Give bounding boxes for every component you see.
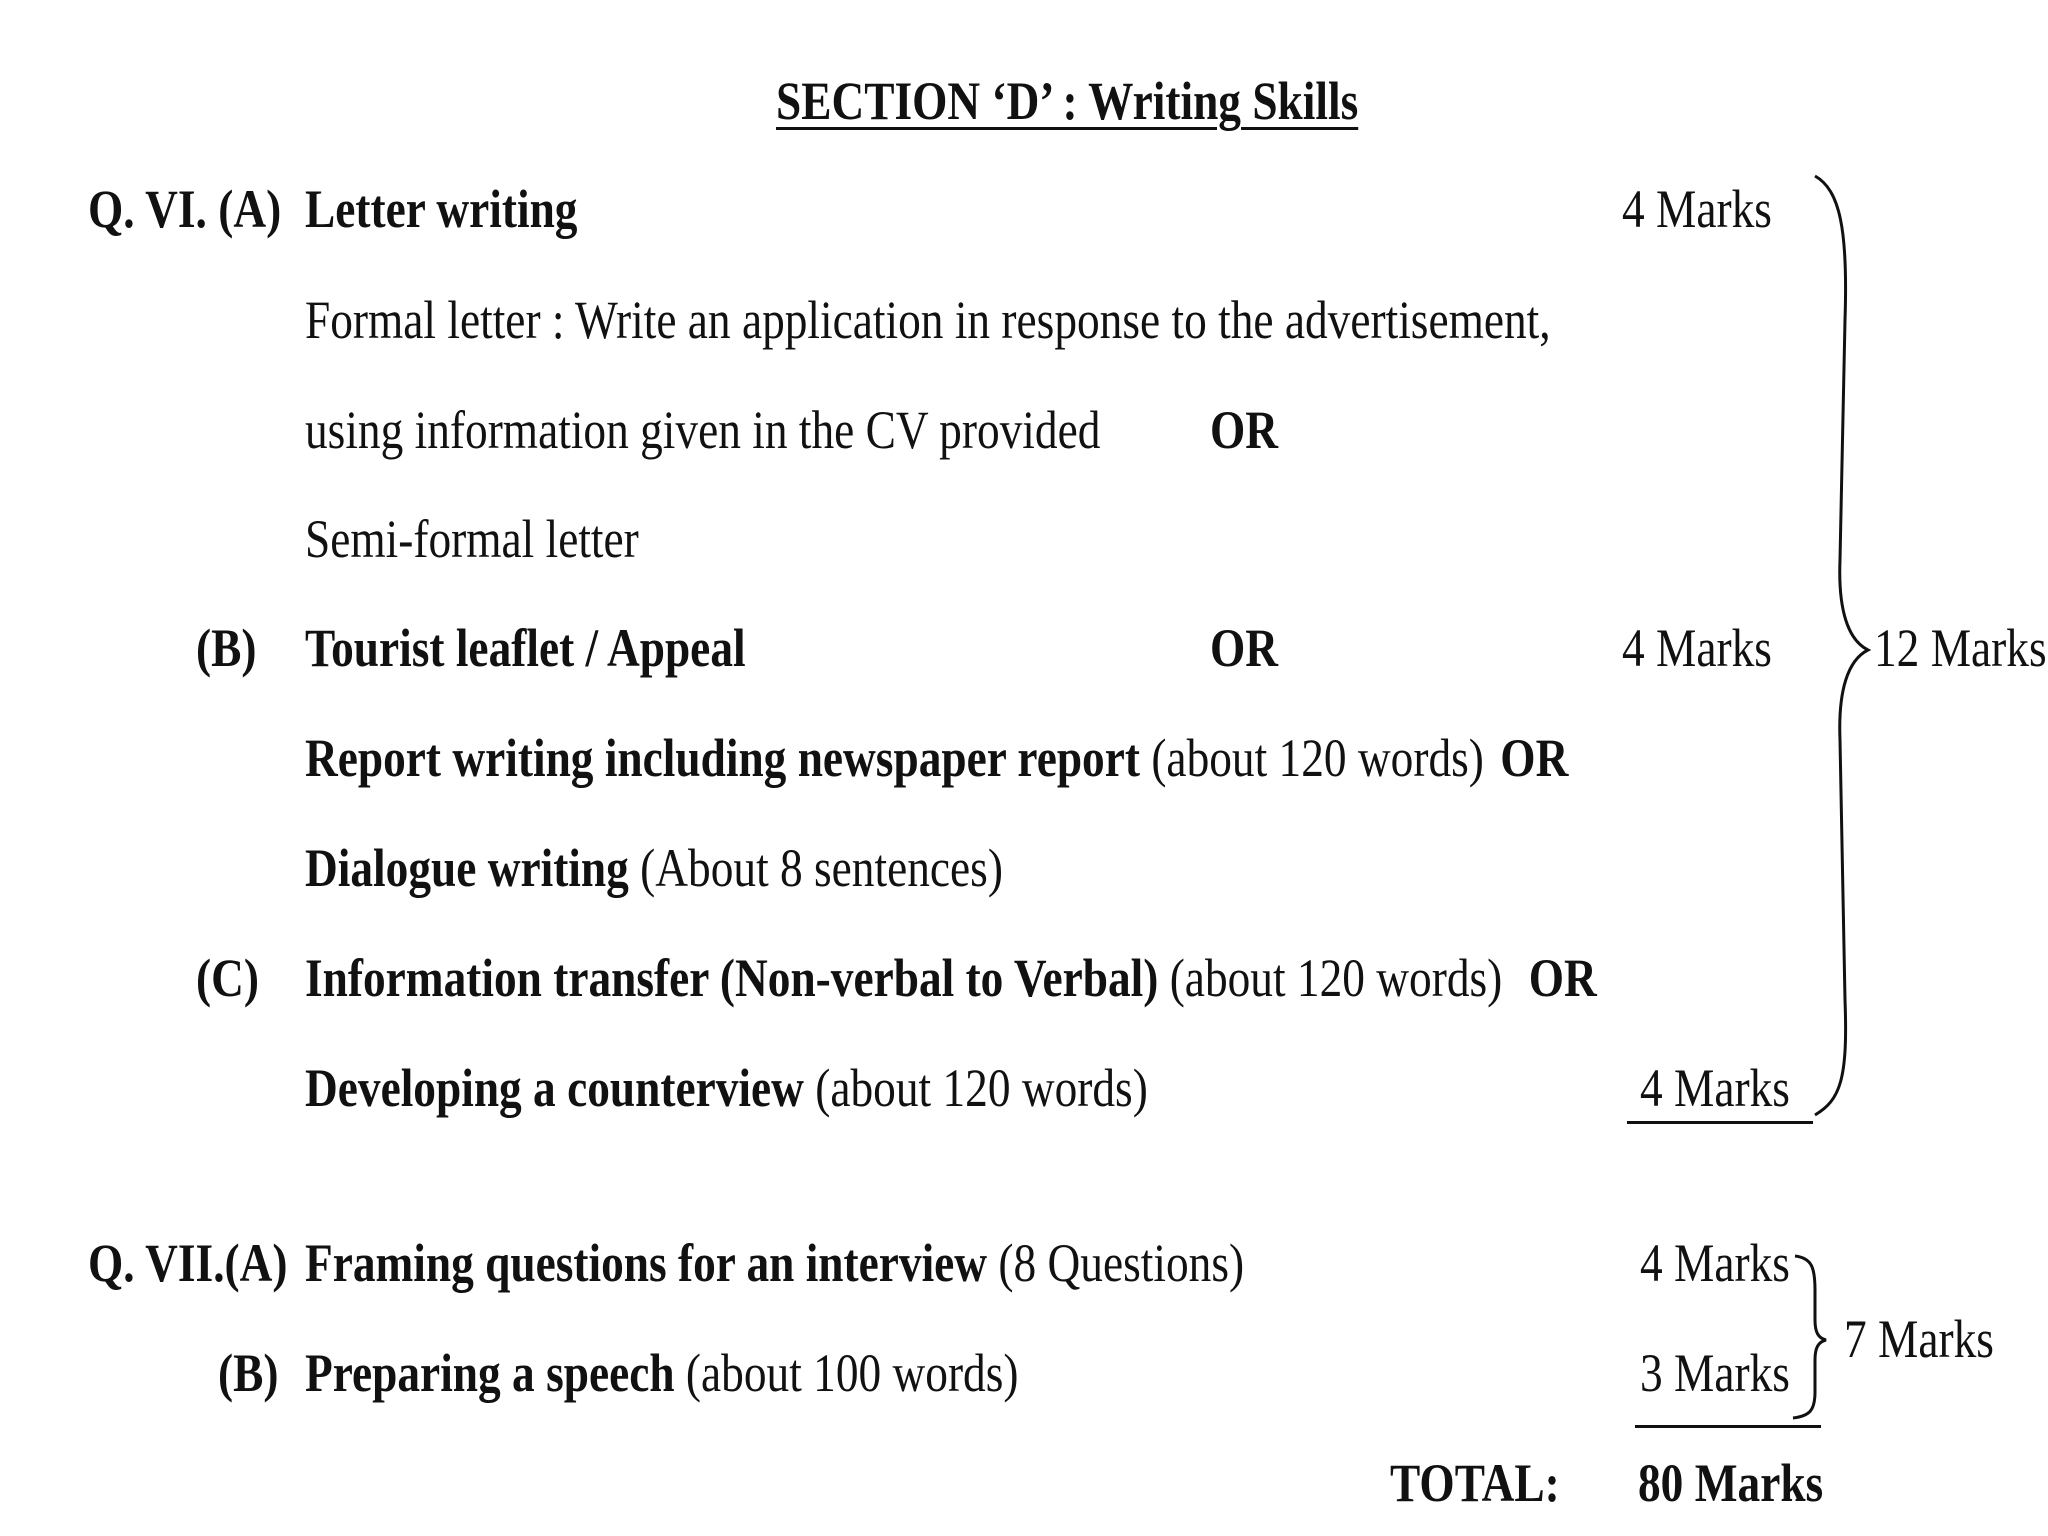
section-title: SECTION ‘D’ : Writing Skills: [776, 71, 1359, 131]
q7-b-title: Preparing a speech: [305, 1343, 675, 1403]
q7-curly-brace: [1793, 1256, 1826, 1418]
q6-b-label: (B): [196, 618, 257, 678]
q6-b-report-line: [305, 728, 1569, 788]
q6-b-marks: 4 Marks: [1622, 618, 1772, 678]
q6-c-marks: 4 Marks: [1640, 1058, 1790, 1118]
q7-group-total: 7 Marks: [1844, 1309, 1994, 1369]
q6-b-report-title: Report writing including newspaper report: [305, 728, 1140, 788]
q6-curly-brace: [1815, 176, 1868, 1115]
q6-marks-underline: [1627, 1121, 1813, 1124]
question-6-number: Q. VI. (A): [88, 179, 282, 239]
q6-b-dialogue-line: [305, 838, 1003, 898]
q7-a-title: Framing questions for an interview: [305, 1233, 988, 1293]
q6-b-title: Tourist leaflet / Appeal: [305, 618, 746, 678]
q6-b-dialogue-sentences: (About 8 sentences): [640, 838, 1003, 898]
q6-a-title: Letter writing: [305, 179, 578, 239]
q6-c-counterview-line: [305, 1058, 1148, 1118]
total-label: TOTAL:: [1390, 1453, 1560, 1513]
q7-a-line: [305, 1233, 1245, 1293]
q6-a-or: OR: [1210, 400, 1279, 460]
q6-b-dialogue-title: Dialogue writing: [305, 838, 629, 898]
q6-c-info-transfer-words: (about 120 words): [1169, 948, 1503, 1008]
q7-b-line: [305, 1343, 1019, 1403]
q7-marks-underline: [1635, 1425, 1821, 1428]
q6-c-info-transfer-title: Information transfer (Non-verbal to Verbal): [305, 948, 1159, 1008]
question-7-number: Q. VII.(A): [88, 1233, 288, 1293]
q7-a-marks: 4 Marks: [1640, 1233, 1790, 1293]
q6-c-label: (C): [196, 948, 259, 1008]
q6-a-cv-line: using information given in the CV provided: [305, 400, 1101, 460]
q7-b-label: (B): [218, 1343, 279, 1403]
q7-b-marks: 3 Marks: [1640, 1343, 1790, 1403]
q6-b-or: OR: [1210, 618, 1279, 678]
q6-b-report-or: OR: [1500, 728, 1569, 788]
q6-group-total: 12 Marks: [1874, 618, 2047, 678]
q6-a-marks: 4 Marks: [1622, 179, 1772, 239]
q6-c-info-transfer-line: [305, 948, 1597, 1008]
q7-b-words: (about 100 words): [685, 1343, 1019, 1403]
q6-a-formal-letter-line: Formal letter : Write an application in response to the advertisement,: [305, 290, 1551, 350]
q6-c-counterview-words: (about 120 words): [815, 1058, 1148, 1118]
q7-a-questions: (8 Questions): [998, 1233, 1245, 1293]
q6-c-counterview-title: Developing a counterview: [305, 1058, 804, 1118]
q6-a-semi-formal-line: Semi-formal letter: [305, 509, 639, 569]
q6-b-report-words: (about 120 words): [1151, 728, 1484, 788]
q6-c-or: OR: [1528, 948, 1597, 1008]
total-value: 80 Marks: [1638, 1453, 1824, 1513]
